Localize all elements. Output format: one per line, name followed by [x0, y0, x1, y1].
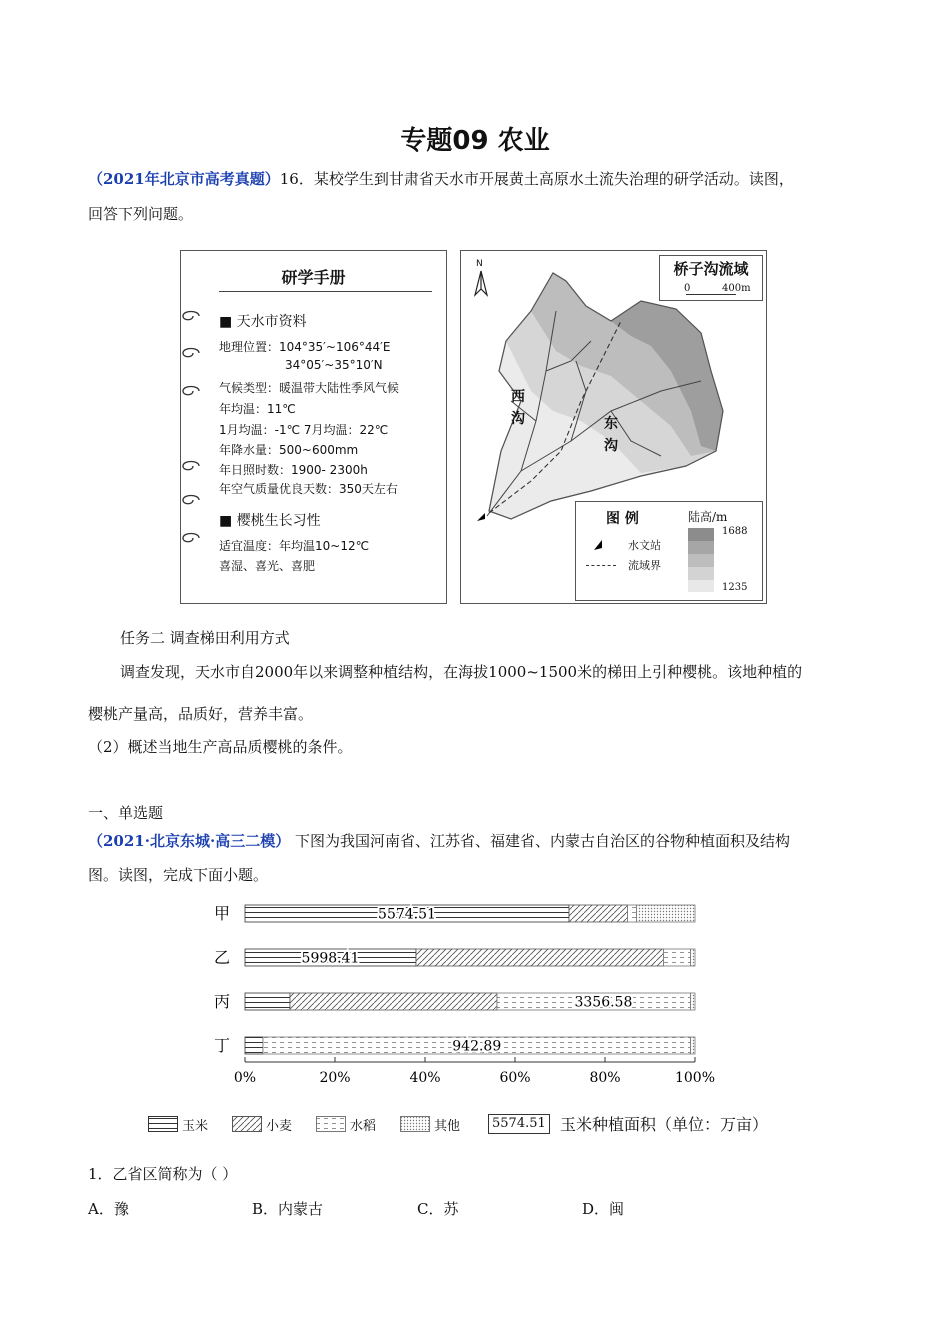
- question-1-stem: 1．乙省区简称为（ ）: [88, 1165, 238, 1183]
- page-title: 专题09 农业: [400, 126, 550, 156]
- chart-bar-segment: [569, 905, 628, 922]
- task-text-1: 调查发现，天水市自2000年以来调整种植结构，在海拔1000~1500米的梯田上引种樱桃。该地种植的: [120, 663, 803, 681]
- handbook-line: ■ 天水市资料: [219, 314, 307, 330]
- intro-text-1: 16．某校学生到甘肃省天水市开展黄土高原水土流失治理的研学活动。读图，: [279, 170, 794, 188]
- question-1-option-a[interactable]: A．豫: [88, 1200, 129, 1218]
- handbook-divider: [219, 291, 432, 292]
- chart-bar-value-label: 5998.41: [301, 950, 360, 967]
- east-gully-label-2: 沟: [604, 438, 618, 454]
- handbook-line: 气候类型：暖温带大陆性季风气候: [219, 381, 400, 395]
- chart-bars: [214, 904, 695, 1055]
- handbook-line: 34°05′~35°10′N: [285, 358, 383, 372]
- chart-category-label: 乙: [213, 948, 231, 967]
- handbook-line: 年日照时数：1900- 2300h: [219, 463, 368, 477]
- chart-bar-segment: [691, 993, 696, 1010]
- map-title-box: [659, 255, 763, 301]
- legend-label-other: 其他: [434, 1119, 461, 1134]
- chart-bar-segment: [245, 1037, 263, 1054]
- binder-ring-icon: [179, 531, 201, 545]
- legend-swatch-other: [400, 1116, 430, 1132]
- chart-bar-segment: [245, 993, 290, 1010]
- legend-swatch-wheat: [232, 1116, 262, 1132]
- intro-text-2: 回答下列问题。: [88, 205, 194, 223]
- legend-label-corn: 玉米: [182, 1119, 209, 1134]
- hydrological-station-icon: [477, 513, 485, 521]
- handbook-title: 研学手册: [281, 268, 346, 287]
- legend-label-wheat: 小麦: [266, 1119, 293, 1134]
- handbook-line: 年均温：11℃: [219, 402, 296, 416]
- legend-station: 水文站: [628, 539, 661, 552]
- scale-start: 0: [684, 283, 691, 294]
- chart-x-axis: [234, 1057, 715, 1086]
- chart-bar-segment: [290, 993, 497, 1010]
- west-gully-label-1: 西: [511, 389, 525, 405]
- map-legend: [575, 501, 763, 601]
- chart-bar-segment: [637, 905, 696, 922]
- chart-bar-segment: [416, 949, 664, 966]
- legend-elevation-label: 陆高/m: [688, 510, 728, 524]
- study-handbook: [180, 250, 447, 604]
- question-2: （2）概述当地生产高品质樱桃的条件。: [88, 738, 353, 756]
- question-1-option-b[interactable]: B．内蒙古: [252, 1200, 324, 1218]
- chart-bar-segment: [628, 905, 637, 922]
- scale-bar: [686, 294, 736, 295]
- question-1-option-c[interactable]: C．苏: [417, 1200, 459, 1218]
- chart-bar-segment: [664, 949, 691, 966]
- binder-ring-icon: [179, 459, 201, 473]
- legend-note: 玉米种植面积（单位：万亩）: [560, 1115, 769, 1134]
- task-text-2: 樱桃产量高，品质好，营养丰富。: [88, 705, 314, 723]
- intro-source: （2021年北京市高考真题）: [88, 170, 280, 188]
- map-title: 桥子沟流域: [673, 260, 749, 278]
- chart-tick-label: 100%: [674, 1070, 716, 1086]
- station-legend-icon: [592, 538, 606, 552]
- section-source: （2021·北京东城·高三二模）: [88, 832, 291, 850]
- chart-tick-label: 40%: [409, 1070, 441, 1086]
- legend-swatch-corn: [148, 1116, 178, 1132]
- chart-category-label: 丁: [213, 1036, 231, 1055]
- handbook-line: 1月均温：-1℃ 7月均温：22℃: [219, 423, 389, 437]
- chart-legend: [148, 1112, 848, 1138]
- binder-ring-icon: [179, 384, 201, 398]
- handbook-line: 适宜温度：年均温10~12℃: [219, 539, 370, 553]
- chart-bar-segment: [691, 1037, 696, 1054]
- east-gully-label-1: 东: [604, 416, 618, 432]
- binder-ring-icon: [179, 493, 201, 507]
- grain-structure-chart: [200, 895, 820, 1145]
- intro-paragraph: [88, 162, 868, 196]
- chart-tick-label: 20%: [319, 1070, 351, 1086]
- chart-bar-value-label: 942.89: [452, 1038, 502, 1055]
- chart-tick-label: 60%: [499, 1070, 531, 1086]
- chart-bar-value-label: 3356.58: [574, 994, 633, 1011]
- legend-sample-value: 5574.51: [488, 1114, 550, 1134]
- chart-bar-segment: [691, 949, 696, 966]
- section-heading: 一、单选题: [88, 804, 164, 822]
- handbook-line: 地理位置：104°35′~106°44′E: [219, 340, 391, 354]
- legend-label-rice: 水稻: [350, 1119, 377, 1134]
- elevation-max: 1688: [722, 526, 748, 537]
- legend-boundary: 流域界: [628, 559, 661, 572]
- west-gully-label-2: 沟: [511, 411, 525, 427]
- binder-ring-icon: [179, 309, 201, 323]
- boundary-legend-icon: [586, 565, 616, 566]
- north-label: N: [476, 259, 483, 269]
- handbook-line: 年降水量：500~600mm: [219, 443, 359, 457]
- watershed-map: [460, 250, 767, 604]
- chart-tick-label: 80%: [589, 1070, 621, 1086]
- task-heading: 任务二 调查梯田利用方式: [120, 629, 290, 647]
- legend-swatch-rice: [316, 1116, 346, 1132]
- chart-bar-value-label: 5574.51: [378, 906, 436, 923]
- handbook-line: 喜湿、喜光、喜肥: [219, 559, 316, 573]
- question-1-option-d[interactable]: D．闽: [582, 1200, 625, 1218]
- elevation-ramp: [688, 528, 714, 592]
- section-text-1: 下图为我国河南省、江苏省、福建省、内蒙古自治区的谷物种植面积及结构: [294, 832, 790, 850]
- chart-tick-label: 0%: [233, 1070, 257, 1086]
- chart-category-label: 丙: [213, 992, 231, 1011]
- legend-title: 图 例: [606, 511, 639, 527]
- handbook-line: 年空气质量优良天数：350天左右: [219, 482, 398, 496]
- binder-ring-icon: [179, 346, 201, 360]
- handbook-line: ■ 樱桃生长习性: [219, 513, 321, 529]
- elevation-min: 1235: [722, 582, 748, 593]
- scale-end: 400m: [722, 283, 751, 294]
- section-text-2: 图。读图，完成下面小题。: [88, 866, 269, 884]
- section-intro: [88, 824, 878, 858]
- chart-category-label: 甲: [213, 904, 231, 923]
